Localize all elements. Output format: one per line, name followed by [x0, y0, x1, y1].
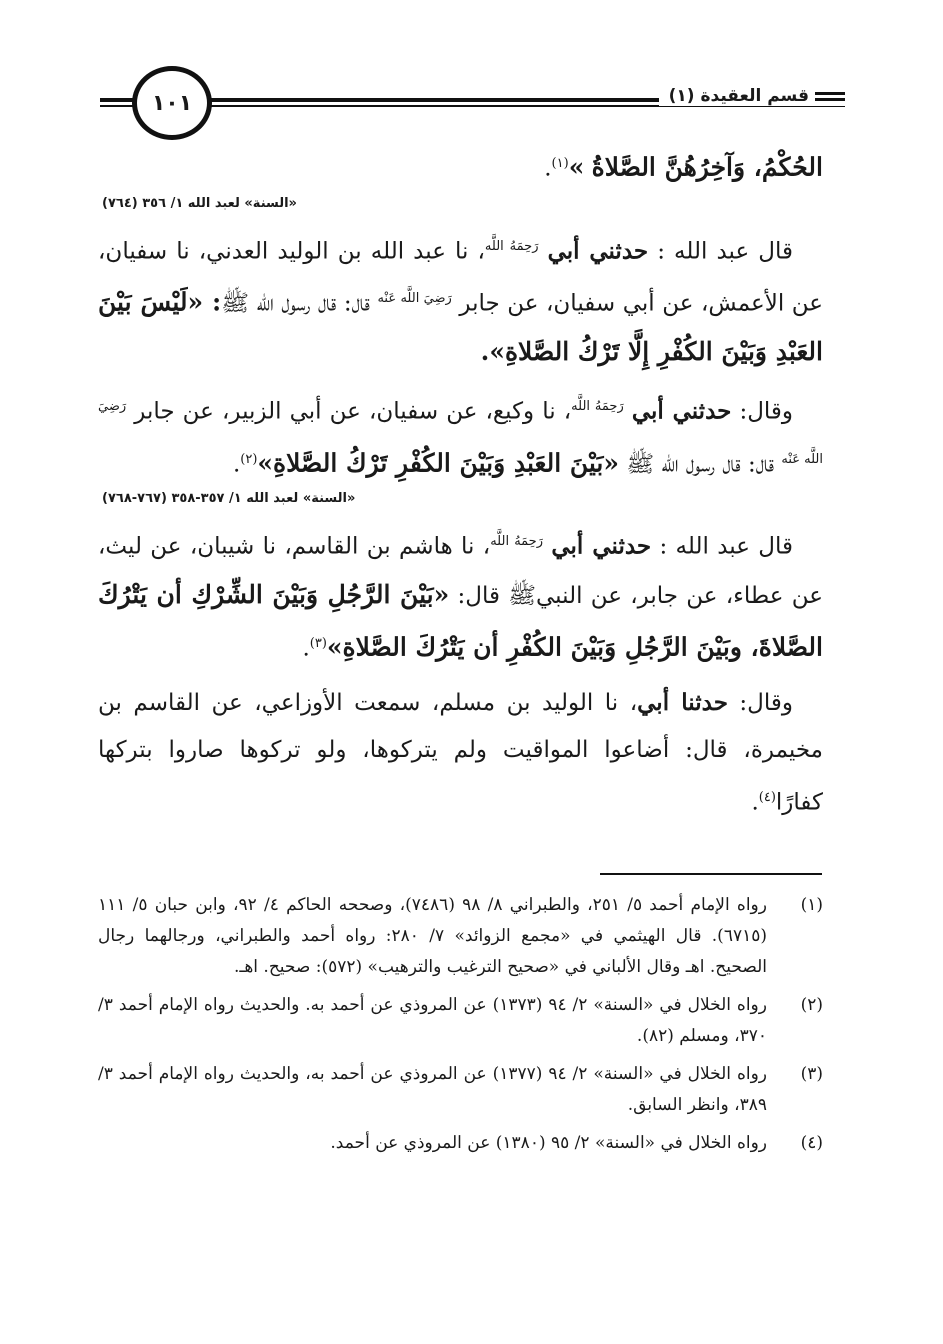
paragraph: وقال: حدثنا أبي، نا الوليد بن مسلم، سمعت الأوزاعي، عن القاسم بن مخيمرة، قال: أضاعوا المواقيت ولم يتركوها، ولو تركوها صاروا بتركها كفارًا$^{(٤)}$. — [98, 688, 823, 816]
honorific: رَحِمَهُ اللَّه — [490, 534, 543, 550]
salutation: ﷺ — [626, 451, 655, 478]
running-head — [659, 86, 845, 106]
paragraph: وقال: حدثني أبي $^{رَحِمَهُ اللَّه}$، نا وكيع، عن سفيان، عن أبي الزبير، عن جابر $^{رَضِيَ اللَّه عَنْه}$ قال: قال رسول الله ﷺ «بَيْنَ العَبْدِ وَبَيْنَ الكُفْرِ تَرْكُ الصَّلاةِ»$^{(٢)}$. — [98, 397, 823, 478]
hadith-text: «بَيْنَ الرَّجُلِ وَبَيْنَ الشِّرْكِ أن يَتْرُكَ الصَّلاةَ، وبَيْنَ الرَّجُلِ وَبَيْنَ الكُفْرِ أن يَتْرُكَ الصَّلاةِ» — [98, 579, 823, 662]
hadith-text: الحُكْمُ، وَآخِرُهُنَّ الصَّلاةُ — [591, 152, 823, 182]
footnote-ref: (٤) — [758, 789, 776, 805]
footnote — [98, 1059, 823, 1121]
footnotes — [98, 890, 823, 1166]
footnote-text: رواه الإمام أحمد ٥/ ٢٥١، والطبراني ٨/ ٩٨ (٧٤٨٦)، وصححه الحاكم ٤/ ٩٢، وابن حبان ٥/ ١١١ (٦٧١٥). قال الهيثمي في «مجمع الزوائد» ٧/ ٢٨٠: رواه أحمد والطبراني، ورجالهما رجال الصحيح. اهـ وقال الألباني في «صحيح الترغيب والترهيب» (٥٧٢): صحيح. اهـ. — [98, 895, 767, 977]
honorific: رَضِيَ اللَّه عَنْه — [377, 291, 452, 307]
said-text: قال: قال رسول الله — [256, 290, 370, 317]
paragraph-lead: وقال: — [739, 398, 794, 425]
footnote-separator — [600, 873, 822, 875]
paragraph-lead: قال عبد الله : — [657, 238, 794, 265]
chain-text: ، نا هاشم بن القاسم، نا شيبان، عن ليث، عن عطاء، عن جابر، عن النبي — [98, 533, 824, 609]
paragraph-lead: قال عبد الله : — [659, 533, 794, 560]
chain-strong: حدثنا أبي — [637, 688, 728, 716]
footnote-number: (٣) — [800, 1064, 823, 1084]
said-text: قال: — [457, 582, 500, 609]
footnote-ref: (٣) — [309, 635, 327, 651]
said-text: قال: قال رسول الله — [661, 451, 775, 478]
main-text — [98, 140, 823, 826]
footnote-text: رواه الخلال في «السنة» ٢/ ٩٥ (١٣٨٠) عن المروذي عن أحمد. — [330, 1133, 767, 1153]
honorific: رَحِمَهُ اللَّه — [571, 398, 624, 414]
honorific: رَضِيَ اللَّه عَنْه — [98, 398, 823, 467]
salutation: ﷺ — [508, 582, 537, 609]
honorific: رَحِمَهُ اللَّه — [484, 238, 539, 254]
running-head-ornament — [815, 89, 845, 104]
page-number: ١٠١ — [151, 90, 193, 116]
footnote-number: (٢) — [800, 995, 823, 1015]
paragraph: قال عبد الله : حدثني أبي $^{رَحِمَهُ اللَّه}$، نا هاشم بن القاسم، نا شيبان، عن ليث، عن عطاء، عن جابر، عن النبيﷺ قال: «بَيْنَ الرَّجُلِ وَبَيْنَ الشِّرْكِ أن يَتْرُكَ الصَّلاةَ، وبَيْنَ الرَّجُلِ وَبَيْنَ الكُفْرِ أن يَتْرُكَ الصَّلاةِ»$^{(٣)}$. — [98, 532, 824, 662]
chain-text: ، نا عبد الله بن الوليد العدني، نا سفيان، عن الأعمش، عن أبي سفيان، عن جابر — [98, 238, 824, 317]
footnote-number: (٤) — [800, 1133, 823, 1153]
hadith-text: : «لَيْسَ بَيْنَ العَبْدِ وَبَيْنَ الكُفْرِ إِلَّا تَرْكُ الصَّلاةِ». — [98, 287, 823, 366]
footnote-ref: (١) — [551, 156, 569, 171]
page-number-badge — [132, 66, 212, 140]
header-rule — [100, 105, 136, 107]
paragraph — [98, 223, 823, 377]
chain-strong: حدثني أبي — [547, 237, 649, 265]
chain-text: ، نا الوليد بن مسلم، سمعت الأوزاعي، عن القاسم بن مخيمرة، قال: أضاعوا المواقيت ولم يتركوها، ولو تركوها صاروا بتركها كفارًا — [98, 689, 823, 816]
paragraph-lead: وقال: — [739, 689, 793, 716]
source-citation: «السنة» لعبد الله ١/ ٣٥٦ (٧٦٤) — [102, 195, 297, 211]
paragraph: الحُكْمُ، وَآخِرُهُنَّ الصَّلاةُ »$^{(١)}$. — [544, 152, 823, 182]
header-rule — [100, 98, 136, 102]
footnote-text: رواه الخلال في «السنة» ٢/ ٩٤ (١٣٧٣) عن المروذي عن أحمد به. والحديث رواه الإمام أحمد ٣/ ٣٧٠، ومسلم (٨٢). — [98, 995, 767, 1046]
chain-strong: حدثني أبي — [631, 397, 732, 425]
chain-text: ، نا وكيع، عن سفيان، عن أبي الزبير، عن جابر — [134, 398, 572, 425]
footnote-text: رواه الخلال في «السنة» ٢/ ٩٤ (١٣٧٧) عن المروذي عن أحمد به، والحديث رواه الإمام أحمد ٣/ ٣٨٩، وانظر السابق. — [98, 1064, 767, 1115]
footnote-ref: (٢) — [240, 451, 258, 467]
source-citation: «السنة» لعبد الله ١/ ٣٥٧-٣٥٨ (٧٦٧-٧٦٨) — [102, 491, 356, 507]
footnote — [98, 1128, 823, 1159]
footnote-number: (١) — [800, 895, 823, 915]
running-head-title: قسم العقيدة (١) — [668, 86, 809, 106]
footnote — [98, 890, 823, 983]
salutation: ﷺ — [221, 290, 250, 317]
chain-strong: حدثني أبي — [551, 532, 652, 560]
footnote — [98, 990, 823, 1052]
hadith-text: «بَيْنَ العَبْدِ وَبَيْنَ الكُفْرِ تَرْكُ الصَّلاةِ» — [257, 448, 620, 478]
